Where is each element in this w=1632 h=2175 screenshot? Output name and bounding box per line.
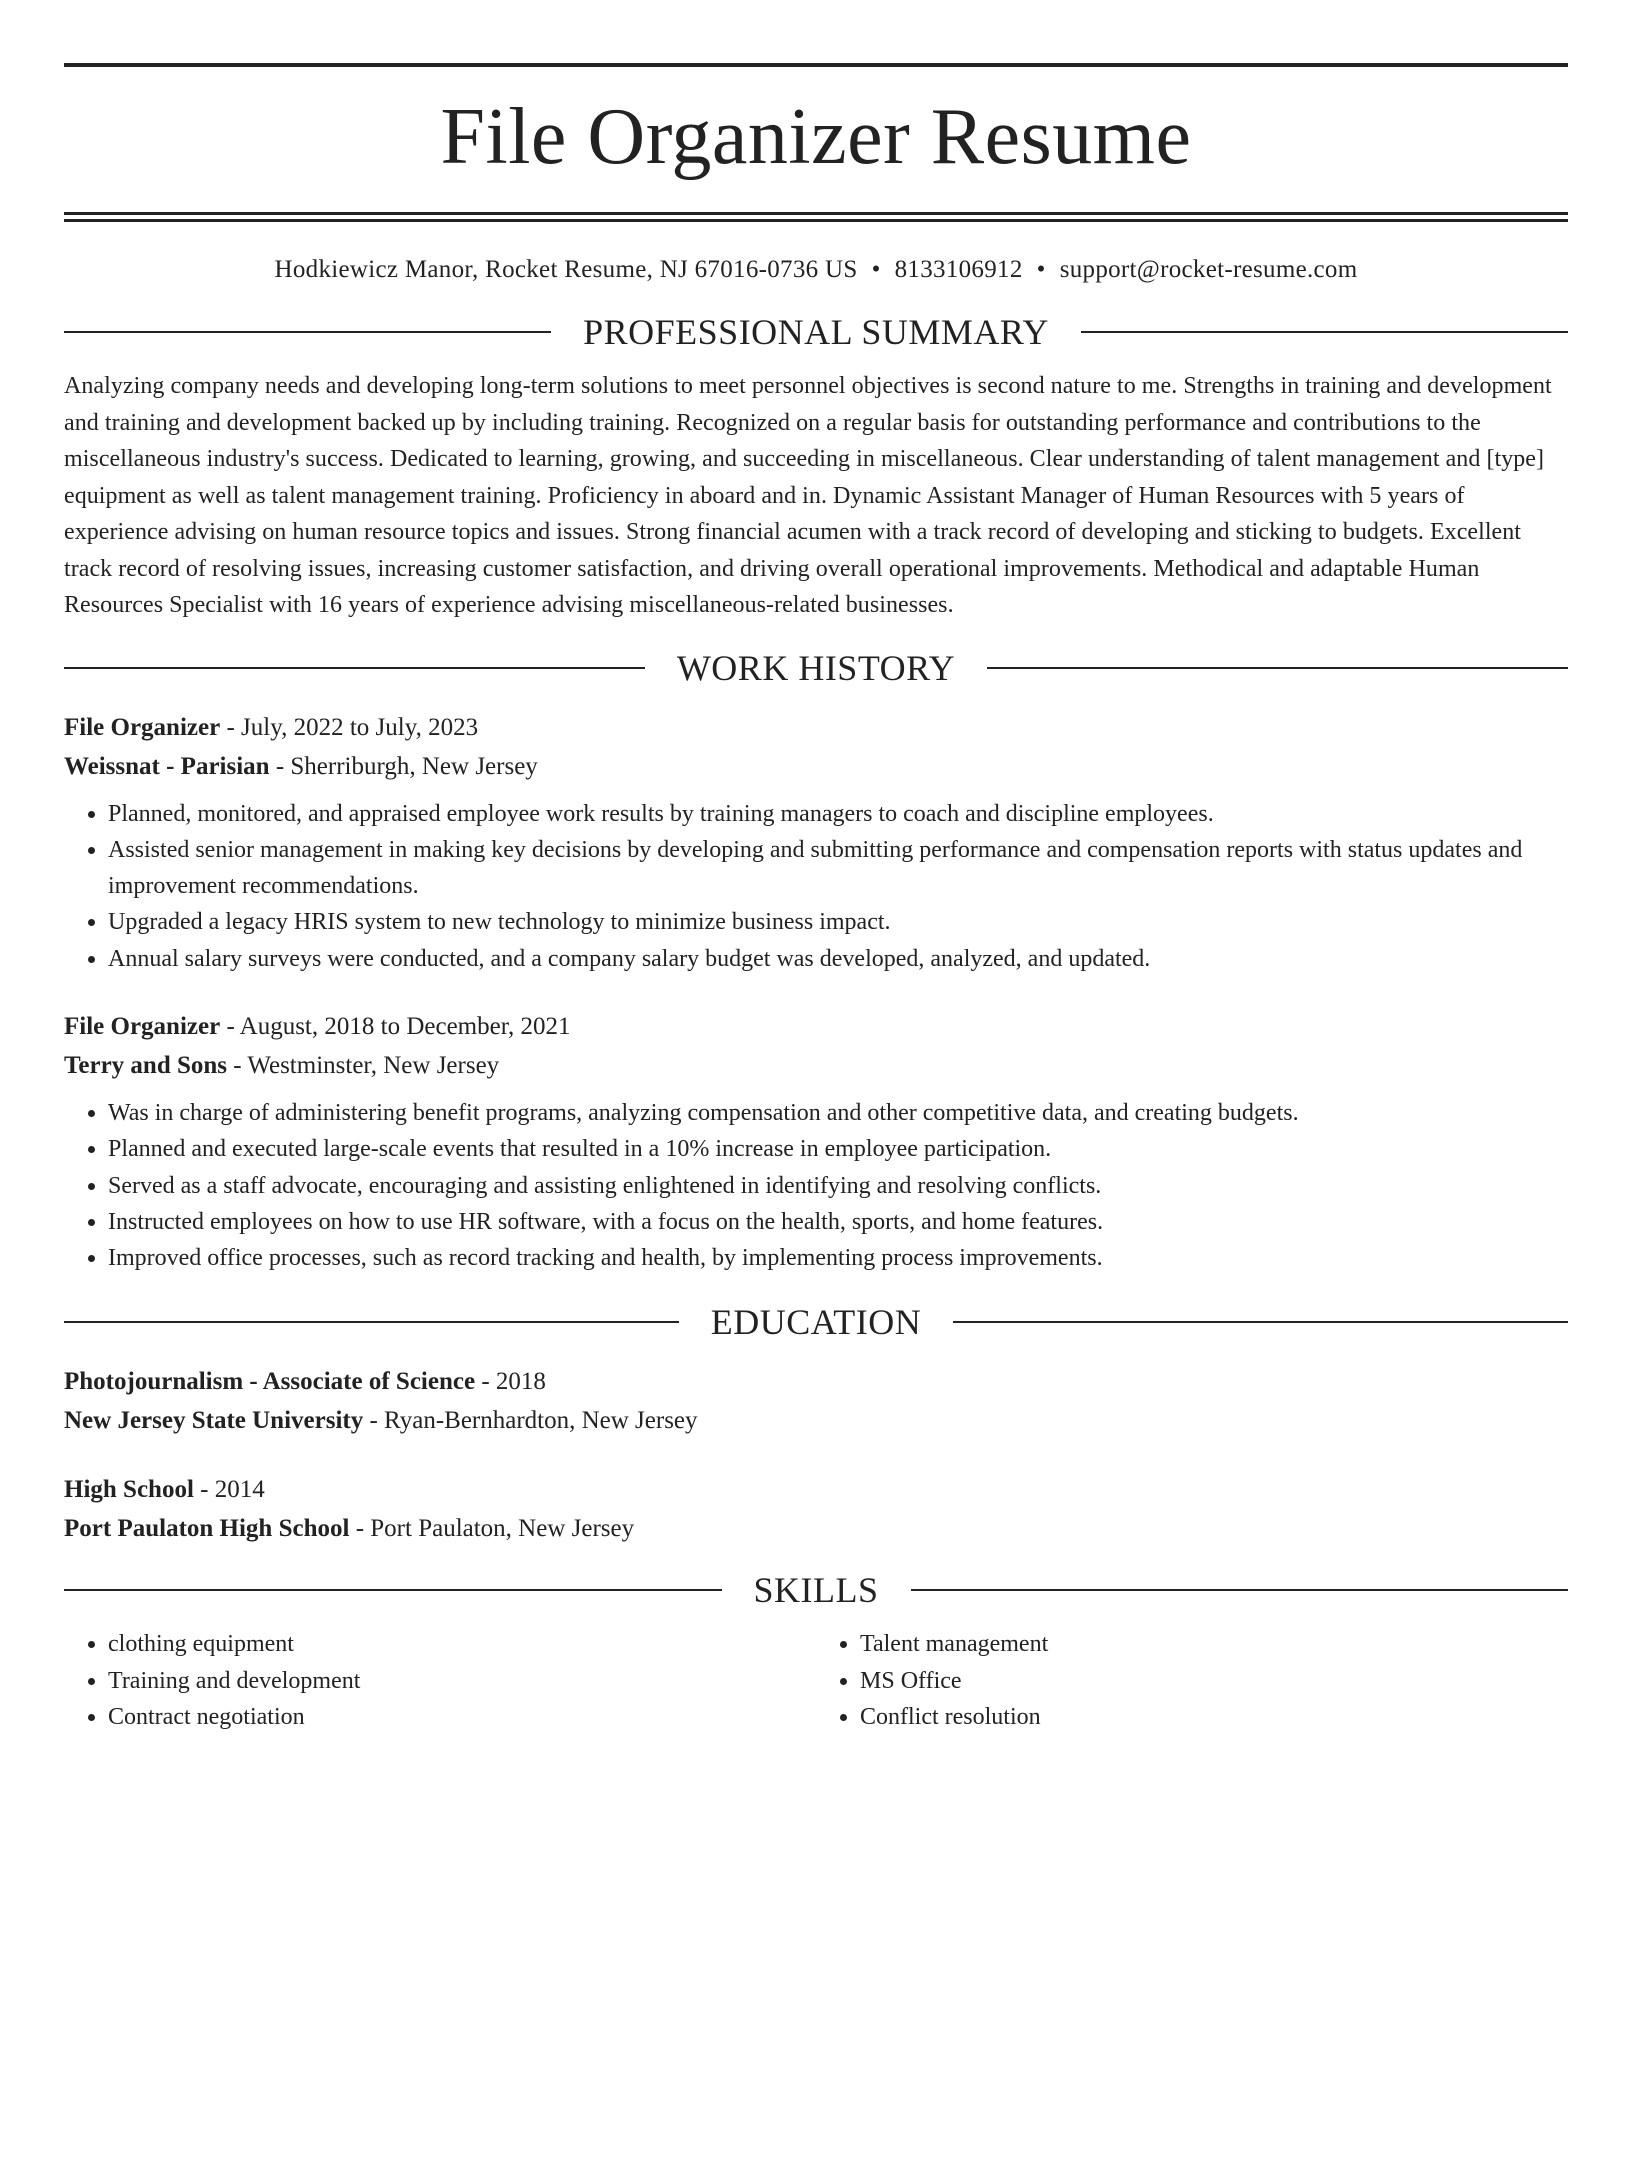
job-entry [64, 708, 1568, 977]
job-entry [64, 1007, 1568, 1276]
heading-rule [64, 331, 551, 333]
job-bullet: • Planned, monitored, and appraised employee work results by training managers to coach and discipline employees. [108, 796, 1568, 832]
education-school: New Jersey State University [64, 1407, 364, 1435]
work-heading-title: WORK HISTORY [676, 647, 956, 688]
job-bullets [64, 796, 1568, 977]
contact-line [64, 250, 1568, 290]
education-degree: Photojournalism - Associate of Science [64, 1368, 476, 1396]
skills-list [64, 1626, 1568, 1735]
heading-rule [1081, 331, 1568, 333]
job-title: File Organizer [64, 1012, 221, 1040]
education-school-line [64, 1401, 1568, 1440]
summary-heading-title: PROFESSIONAL SUMMARY [583, 312, 1049, 352]
education-degree-line [64, 1362, 1568, 1401]
education-entry [64, 1362, 1568, 1440]
job-bullet: • Upgraded a legacy HRIS system to new technology to minimize business impact. [108, 904, 1568, 940]
resume-page [0, 63, 1632, 2175]
education-location: - Ryan-Bernhardton, New Jersey [363, 1407, 698, 1435]
contact-address: Hodkiewicz Manor, Rocket Resume, NJ 67016-0736 US [274, 256, 858, 283]
job-company: Terry and Sons [64, 1051, 228, 1079]
education-degree: High School [64, 1476, 194, 1504]
contact-separator: • [1036, 256, 1046, 283]
skill-item: • Contract negotiation [108, 1699, 816, 1735]
contact-phone: 8133106912 [894, 256, 1023, 283]
heading-rule [64, 667, 645, 669]
skills-heading [64, 1566, 1568, 1614]
summary-text: Analyzing company needs and developing long-term solutions to meet personnel objectives is second nature to me. Strengths in training and development and training and development backed up by including training. Recognized on a regular basis for outstanding performance and contributions to the miscellaneous industry's success. Dedicated to learning, growing, and succeeding in miscellaneous. Clear understanding of talent management and [type] equipment as well as talent management training. Proficiency in aboard and in. Dynamic Assistant Manager of Human Resources with 5 years of experience advising on human resource topics and issues. Strong financial acumen with a track record of developing and sticking to budgets. Excellent track record of resolving issues, increasing customer satisfaction, and driving overall operational improvements. Methodical and adaptable Human Resources Specialist with 16 years of experience advising miscellaneous-related businesses. [64, 373, 1552, 618]
job-bullet: • Assisted senior management in making key decisions by developing and submitting performance and compensation reports with status updates and improvement recommendations. [108, 832, 1568, 905]
job-title-line [64, 1007, 1568, 1046]
job-bullet: • Was in charge of administering benefit programs, analyzing compensation and other competitive data, and creating budgets. [108, 1095, 1568, 1131]
education-heading [64, 1298, 1568, 1346]
heading-rule [64, 1321, 679, 1323]
title-double-rule [64, 212, 1568, 222]
education-school: Port Paulaton High School [64, 1515, 350, 1543]
job-location: - Sherriburgh, New Jersey [269, 752, 538, 780]
resume-title: File Organizer Resume [440, 93, 1192, 181]
heading-rule [64, 1589, 722, 1591]
heading-rule [953, 1321, 1568, 1323]
job-bullets [64, 1095, 1568, 1276]
education-heading-title: EDUCATION [710, 1302, 922, 1343]
education-school-line [64, 1509, 1568, 1548]
heading-rule [987, 667, 1568, 669]
job-title: File Organizer [64, 713, 221, 741]
education-year: - 2018 [475, 1368, 546, 1396]
education-year: - 2014 [193, 1476, 265, 1504]
job-bullet: • Improved office processes, such as record tracking and health, by implementing process improvements. [108, 1240, 1568, 1276]
work-heading [64, 644, 1568, 692]
contact-separator: • [871, 256, 881, 283]
education-location: - Port Paulaton, New Jersey [349, 1515, 635, 1543]
skill-item: • Talent management [860, 1626, 1568, 1662]
job-bullet: • Served as a staff advocate, encouraging and assisting enlightened in identifying and resolving conflicts. [108, 1168, 1568, 1204]
skill-item: • MS Office [860, 1663, 1568, 1699]
job-company: Weissnat - Parisian [64, 752, 270, 780]
skill-item: • Training and development [108, 1663, 816, 1699]
job-bullet: • Instructed employees on how to use HR software, with a focus on the health, sports, and home features. [108, 1204, 1568, 1240]
job-bullet: • Annual salary surveys were conducted, and a company salary budget was developed, analyzed, and updated. [108, 941, 1568, 977]
job-company-line [64, 1046, 1568, 1085]
job-company-line [64, 747, 1568, 786]
job-dates: - July, 2022 to July, 2023 [220, 713, 479, 741]
job-bullet: • Planned and executed large-scale events that resulted in a 10% increase in employee participation. [108, 1131, 1568, 1167]
job-title-line [64, 708, 1568, 747]
skill-item: • clothing equipment [108, 1626, 816, 1662]
skills-column-left [64, 1626, 816, 1735]
skill-item: • Conflict resolution [860, 1699, 1568, 1735]
job-dates: - August, 2018 to December, 2021 [220, 1012, 571, 1040]
summary-heading [64, 308, 1568, 356]
job-location: - Westminster, New Jersey [227, 1051, 500, 1079]
heading-rule [911, 1589, 1569, 1591]
education-degree-line [64, 1470, 1568, 1509]
contact-email: support@rocket-resume.com [1059, 256, 1358, 283]
skills-heading-title: SKILLS [753, 1570, 879, 1611]
education-entry [64, 1470, 1568, 1548]
skills-column-right [816, 1626, 1568, 1735]
